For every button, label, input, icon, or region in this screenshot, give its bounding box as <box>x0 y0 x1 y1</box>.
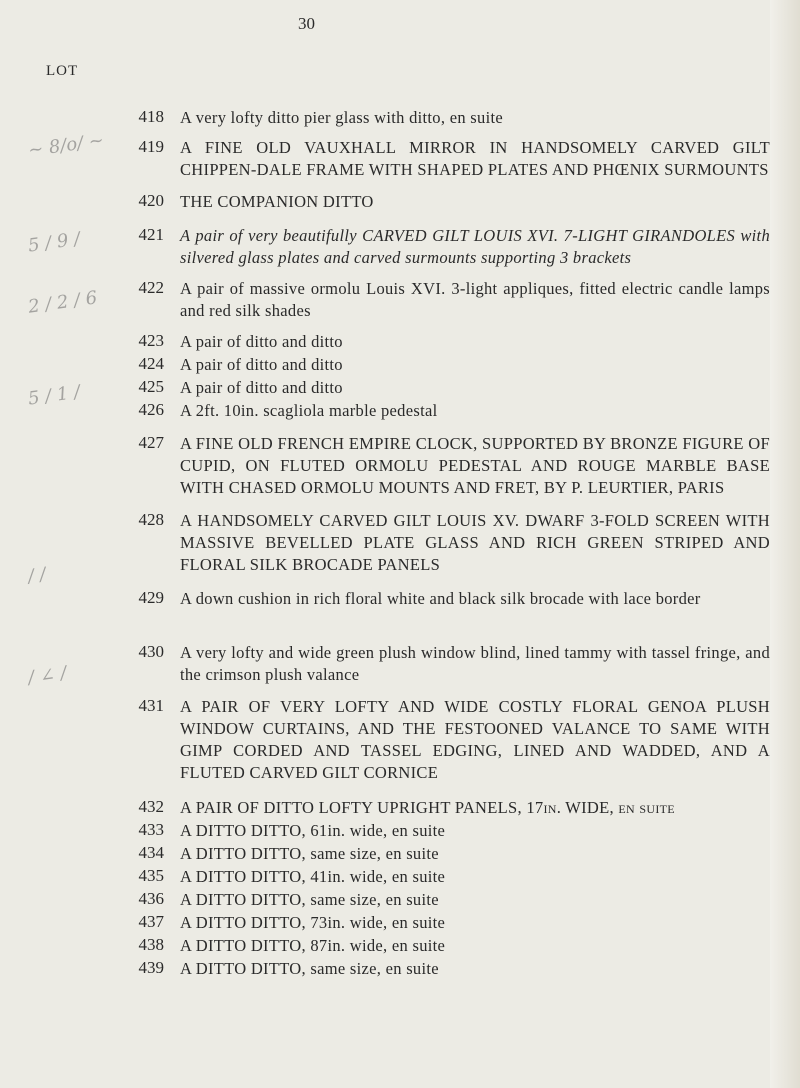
lot-description: A pair of very beautifully CARVED GILT LOUIS XVI. 7-LIGHT GIRANDOLES with silvered glass plates and carved surmounts supporting 3 brackets <box>180 226 770 267</box>
lot-description: A 2ft. 10in. scagliola marble pedestal <box>180 401 438 420</box>
lot-number: 427 <box>138 433 164 452</box>
lot-description: THE COMPANION DITTO <box>180 192 374 211</box>
lot-number: 439 <box>138 958 164 977</box>
lot-number: 422 <box>138 278 164 297</box>
handwritten-annotation: ~ 8/o/ ~ <box>26 129 106 162</box>
lot-number: 430 <box>138 642 164 661</box>
lot-number: 435 <box>138 866 164 885</box>
lot-description: A pair of ditto and ditto <box>180 378 343 397</box>
lot-description: A very lofty and wide green plush window blind, lined tammy with tassel fringe, and the crimson plush valance <box>180 643 770 684</box>
lot-number: 421 <box>138 225 164 244</box>
page-number: 30 <box>298 14 315 33</box>
lot-description: A down cushion in rich floral white and black silk brocade with lace border <box>180 589 701 608</box>
lot-number: 431 <box>138 696 164 715</box>
handwritten-annotation: / ∠ / <box>26 662 68 689</box>
lot-description: A DITTO DITTO, 73in. wide, en suite <box>180 913 446 932</box>
lot-number: 432 <box>138 797 164 816</box>
lot-description: A PAIR OF VERY LOFTY AND WIDE COSTLY FLORAL GENOA PLUSH WINDOW CURTAINS, AND THE FESTOONED VALANCE TO SAME WITH GIMP CORDED AND TASSEL EDGING, LINED AND WADDED, AND A FLUTED CARVED GILT CORNICE <box>180 697 770 782</box>
lot-number: 424 <box>138 354 164 373</box>
page-edge <box>770 0 800 1088</box>
lot-number: 428 <box>138 510 164 529</box>
lot-description: A DITTO DITTO, same size, en suite <box>180 959 439 978</box>
handwritten-annotation: 5 / 9 / <box>26 228 82 257</box>
lot-description: A DITTO DITTO, 87in. wide, en suite <box>180 936 446 955</box>
lot-description: A FINE OLD FRENCH EMPIRE CLOCK, SUPPORTED BY BRONZE FIGURE OF CUPID, ON FLUTED ORMOLU PEDESTAL AND ROUGE MARBLE BASE WITH CHASED ORMOLU MOUNTS AND FRET, BY P. LEURTIER, PARIS <box>180 434 770 497</box>
lot-description: A very lofty ditto pier glass with ditto, en suite <box>180 108 503 127</box>
lot-number: 418 <box>138 107 164 126</box>
lot-description: A pair of ditto and ditto <box>180 355 343 374</box>
lot-description: A pair of ditto and ditto <box>180 332 343 351</box>
lot-description: A FINE OLD VAUXHALL MIRROR IN HANDSOMELY CARVED GILT CHIPPEN-DALE FRAME WITH SHAPED PLATES AND PHŒNIX SURMOUNTS <box>180 138 770 179</box>
lot-description: A DITTO DITTO, 61in. wide, en suite <box>180 821 446 840</box>
handwritten-annotation: / / <box>26 563 48 588</box>
handwritten-annotation: 2 / 2 / 6 <box>26 287 99 318</box>
lot-description: A DITTO DITTO, same size, en suite <box>180 844 439 863</box>
handwritten-annotation: 5 / 1 / <box>26 381 82 410</box>
lot-number: 434 <box>138 843 164 862</box>
lot-number: 425 <box>138 377 164 396</box>
lot-number: 423 <box>138 331 164 350</box>
lot-number: 420 <box>138 191 164 210</box>
lot-number: 433 <box>138 820 164 839</box>
lot-description: A DITTO DITTO, same size, en suite <box>180 890 439 909</box>
lot-number: 419 <box>138 137 164 156</box>
lot-number: 436 <box>138 889 164 908</box>
lot-description: A PAIR OF DITTO LOFTY UPRIGHT PANELS, 17in. WIDE, en suite <box>180 798 675 817</box>
lot-number: 429 <box>138 588 164 607</box>
lot-description: A pair of massive ormolu Louis XVI. 3-light appliques, fitted electric candle lamps and red silk shades <box>180 279 770 320</box>
lot-description: A HANDSOMELY CARVED GILT LOUIS XV. DWARF 3-FOLD SCREEN WITH MASSIVE BEVELLED PLATE GLASS AND RICH GREEN STRIPED AND FLORAL SILK BROCADE PANELS <box>180 511 770 574</box>
lot-number: 438 <box>138 935 164 954</box>
lot-description: A DITTO DITTO, 41in. wide, en suite <box>180 867 446 886</box>
lot-number: 437 <box>138 912 164 931</box>
lot-number: 426 <box>138 400 164 419</box>
lot-column-header: LOT <box>46 63 79 79</box>
